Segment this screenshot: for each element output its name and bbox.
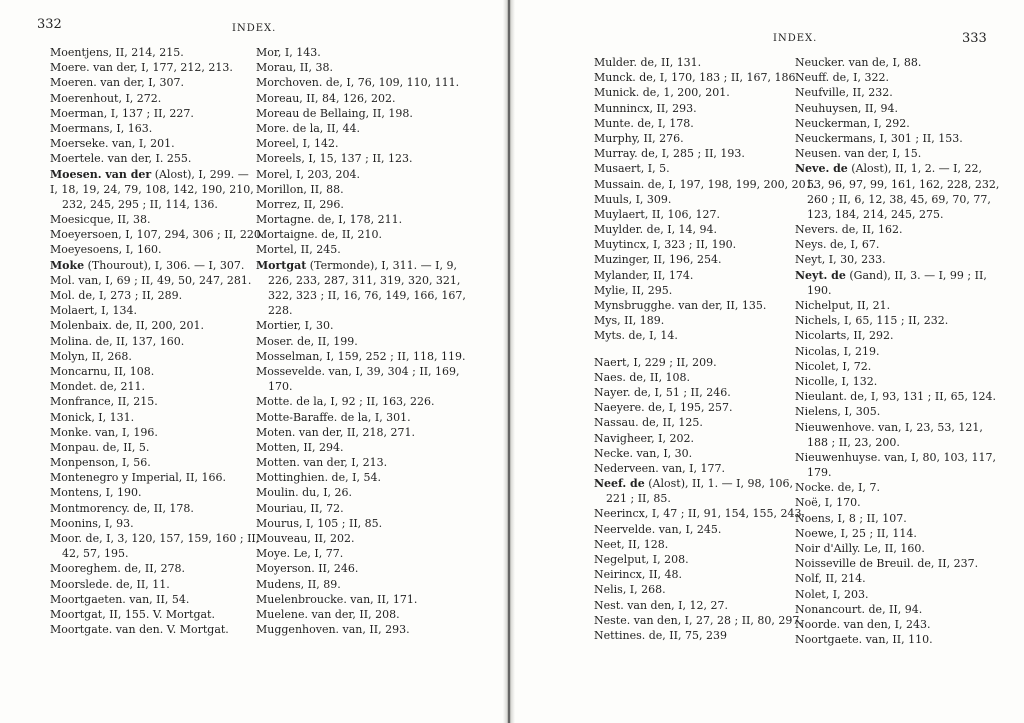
index-entry: Morau, II, 38. — [256, 61, 333, 75]
left-page — [0, 0, 505, 723]
index-entry: Nederveen. van, I, 177. — [594, 461, 725, 475]
index-entry: Monick, I, 131. — [50, 410, 135, 424]
index-entry: Muylaert, II, 106, 127. — [594, 207, 720, 221]
index-entry: Nolet, I, 203. — [795, 587, 869, 601]
index-entry: 226, 233, 287, 311, 319, 320, 321, — [268, 273, 461, 287]
index-entry: Muelene. van der, II, 208. — [256, 607, 400, 621]
index-entry: Moeyesoens, I, 160. — [50, 243, 162, 257]
index-entry: Molina. de, II, 137, 160. — [50, 334, 185, 348]
index-entry: Nicolarts, II, 292. — [795, 329, 894, 343]
index-entry: Nicolle, I, 132. — [795, 374, 878, 388]
index-entry: Mortier, I, 30. — [256, 319, 334, 333]
index-entry: Murray. de, I, 285 ; II, 193. — [594, 147, 745, 161]
index-entry: Neuckerman, I, 292. — [795, 116, 910, 130]
index-entry: 170. — [268, 380, 293, 394]
index-entry: Noisseville de Breuil. de, II, 237. — [795, 557, 979, 571]
index-entry: Mondet. de, 211. — [50, 380, 145, 394]
index-entry: Mol. de, I, 273 ; II, 289. — [50, 289, 183, 302]
index-entry: Musaert, I, 5. — [594, 162, 670, 176]
index-entry: More. de la, II, 44. — [256, 121, 360, 135]
index-entry: Neyt. de (Gand), II, 3. — I, 99 ; II, — [795, 268, 987, 282]
index-entry: Mol. van, I, 69 ; II, 49, 50, 247, 281. — [50, 273, 252, 287]
index-entry: Morchoven. de, I, 76, 109, 110, 111. — [256, 76, 460, 90]
index-entry: Mortgat (Termonde), I, 311. — I, 9, — [256, 258, 457, 272]
section-gap — [594, 344, 816, 355]
right-page — [512, 0, 1024, 723]
index-entry: Mortaigne. de, II, 210. — [256, 228, 382, 242]
index-entry: Moye. Le, I, 77. — [256, 547, 344, 561]
index-entry: Nonancourt. de, II, 94. — [795, 602, 923, 616]
index-entry: Moten. van der, II, 218, 271. — [256, 425, 416, 439]
index-entry: Moyerson. II, 246. — [256, 562, 359, 576]
index-entry: Neuckermans, I, 301 ; II, 153. — [795, 131, 963, 145]
index-entry: 190. — [807, 283, 832, 297]
index-entry: Mys, II, 189. — [594, 314, 665, 328]
index-entry: Moser. de, II, 199. — [256, 334, 358, 348]
index-entry: Myts. de, I, 14. — [594, 329, 678, 343]
index-entry: Mourus, I, 105 ; II, 85. — [256, 516, 383, 530]
index-entry: Moeren. van der, I, 307. — [50, 76, 185, 90]
index-entry: Nevers. de, II, 162. — [795, 223, 903, 237]
index-entry: Neirincx, II, 48. — [594, 568, 683, 582]
index-entry: Neufville, II, 232. — [795, 86, 893, 100]
page-number: 333 — [962, 31, 987, 46]
index-entry: Motten, II, 294. — [256, 440, 344, 454]
index-entry: Morillon, II, 88. — [256, 182, 344, 196]
index-entry: Moorslede. de, II, 11. — [50, 577, 170, 591]
index-entry: Mussain. de, I, 197, 198, 199, 200, 201. — [594, 177, 817, 191]
index-entry: Munnincx, II, 293. — [594, 101, 697, 115]
index-entry: Munick. de, 1, 200, 201. — [594, 86, 730, 100]
index-entry: Moerman, I, 137 ; II, 227. — [50, 106, 194, 120]
index-entry: Naes. de, II, 108. — [594, 370, 691, 384]
index-entry: Neusen. van der, I, 15. — [795, 147, 922, 161]
index-entry: Mooreghem. de, II, 278. — [50, 562, 186, 576]
index-entry: Noewe, I, 25 ; II, 114. — [795, 526, 917, 540]
index-entry: Nichelput, II, 21. — [795, 299, 891, 312]
index-entry: I, 18, 19, 24, 79, 108, 142, 190, 210, — [50, 182, 254, 196]
index-entry: Mortel, II, 245. — [256, 243, 341, 257]
index-entry: 42, 57, 195. — [62, 547, 129, 561]
index-entry: Mylander, II, 174. — [594, 268, 694, 282]
index-entry: Moortgat, II, 155. V. Mortgat. — [50, 607, 215, 621]
index-entry: Montenegro y Imperial, II, 166. — [50, 471, 226, 485]
index-column-1 — [594, 55, 816, 643]
index-entry: Nayer. de, I, 51 ; II, 246. — [594, 385, 731, 399]
index-entry: Moor. de, I, 3, 120, 157, 159, 160 ; II, — [50, 532, 260, 545]
index-entry: Moeyersoen, I, 107, 294, 306 ; II, 220. — [50, 228, 265, 242]
index-entry: Munck. de, I, 170, 183 ; II, 167, 186. — [594, 71, 799, 85]
index-entry: Nettines. de, II, 75, 239 — [594, 628, 727, 642]
index-entry: Nieuwenhuyse. van, I, 80, 103, 117, — [795, 450, 996, 464]
index-entry: Motte. de la, I, 92 ; II, 163, 226. — [256, 395, 435, 409]
index-entry: Moertele. van der, I. 255. — [50, 152, 192, 166]
running-head: INDEX. — [773, 33, 818, 44]
index-entry: Moreels, I, 15, 137 ; II, 123. — [256, 152, 413, 166]
index-column-1 — [50, 45, 264, 637]
index-entry: Montens, I, 190. — [50, 486, 142, 500]
index-entry: Neuhuysen, II, 94. — [795, 101, 899, 115]
index-entry: Mosselman, I, 159, 252 ; II, 118, 119. — [256, 349, 466, 363]
index-entry: Moerenhout, I, 272. — [50, 91, 162, 105]
index-entry: Nolf, II, 214. — [795, 572, 866, 586]
index-entry: Moermans, I, 163. — [50, 121, 153, 135]
index-entry: Moesicque, II, 38. — [50, 213, 151, 227]
index-entry: Mudens, II, 89. — [256, 577, 341, 591]
index-entry: Montmorency. de, II, 178. — [50, 501, 194, 515]
index-entry: Monpau. de, II, 5. — [50, 440, 150, 454]
index-entry: Noë, I, 170. — [795, 496, 861, 510]
index-entry: Moentjens, II, 214, 215. — [50, 46, 184, 59]
index-entry: Morel, I, 203, 204. — [256, 167, 360, 181]
index-entry: Nocke. de, I, 7. — [795, 481, 880, 495]
index-entry: Motten. van der, I, 213. — [256, 456, 388, 470]
index-entry: Neervelde. van, I, 245. — [594, 522, 722, 536]
index-entry: Moonins, I, 93. — [50, 516, 134, 530]
index-entry: Moreau, II, 84, 126, 202. — [256, 91, 396, 105]
page-number: 332 — [37, 17, 62, 32]
index-entry: Moortgaeten. van, II, 54. — [50, 592, 190, 606]
index-entry: Molyn, II, 268. — [50, 349, 132, 363]
index-entry: Neef. de (Alost), II, 1. — I, 98, 106, — [594, 477, 793, 491]
index-entry: Nichels, I, 65, 115 ; II, 232. — [795, 314, 949, 328]
index-entry: Mor, I, 143. — [256, 46, 321, 59]
index-entry: 53, 96, 97, 99, 161, 162, 228, 232, — [807, 177, 1000, 191]
index-entry: Moesen. van der (Alost), I, 299. — — [50, 167, 249, 181]
index-entry: Muytincx, I, 323 ; II, 190. — [594, 238, 737, 252]
index-entry: Neuff. de, I, 322. — [795, 71, 890, 85]
index-entry: Murphy, II, 276. — [594, 131, 684, 145]
index-entry: 228. — [268, 304, 293, 318]
index-entry: Moerseke. van, I, 201. — [50, 137, 175, 151]
index-entry: 123, 184, 214, 245, 275. — [807, 207, 944, 221]
index-column-2 — [256, 45, 466, 637]
index-entry: Moortgate. van den. V. Mortgat. — [50, 623, 229, 637]
index-entry: Nelis, I, 268. — [594, 583, 666, 597]
index-entry: Moreau de Bellaing, II, 198. — [256, 106, 413, 120]
index-entry: Navigheer, I, 202. — [594, 431, 694, 445]
index-entry: Neste. van den, I, 27, 28 ; II, 80, 297. — [594, 613, 803, 627]
index-entry: Neerincx, I, 47 ; II, 91, 154, 155, 243. — [594, 507, 806, 521]
index-entry: Mulder. de, II, 131. — [594, 56, 702, 69]
index-entry: 179. — [807, 466, 832, 480]
index-entry: Nieulant. de, I, 93, 131 ; II, 65, 124. — [795, 390, 997, 404]
index-entry: Naeyere. de, I, 195, 257. — [594, 401, 733, 415]
index-entry: Mynsbrugghe. van der, II, 135. — [594, 299, 767, 312]
index-entry: Motte-Baraffe. de la, I, 301. — [256, 410, 411, 424]
index-entry: Moere. van der, I, 177, 212, 213. — [50, 61, 233, 75]
index-entry: Noorde. van den, I, 243. — [795, 617, 931, 631]
index-entry: Moulin. du, I, 26. — [256, 486, 353, 500]
index-entry: Neyt, I, 30, 233. — [795, 253, 886, 267]
index-column-2 — [795, 55, 999, 647]
index-entry: Muylder. de, I, 14, 94. — [594, 223, 718, 237]
index-entry: 188 ; II, 23, 200. — [807, 435, 900, 449]
index-entry: Noortgaete. van, II, 110. — [795, 633, 933, 647]
index-entry: Nielens, I, 305. — [795, 405, 881, 419]
index-entry: Moke (Thourout), I, 306. — I, 307. — [50, 258, 245, 272]
index-entry: Neys. de, I, 67. — [795, 238, 880, 252]
index-entry: 260 ; II, 6, 12, 38, 45, 69, 70, 77, — [807, 192, 991, 206]
index-entry: Morrez, II, 296. — [256, 197, 344, 211]
index-entry: Mottinghien. de, I, 54. — [256, 471, 381, 485]
index-entry: Mossevelde. van, I, 39, 304 ; II, 169, — [256, 364, 460, 378]
index-entry: Nest. van den, I, 12, 27. — [594, 598, 728, 612]
index-entry: 221 ; II, 85. — [606, 492, 671, 506]
index-entry: Nicolet, I, 72. — [795, 359, 872, 373]
index-entry: Monfrance, II, 215. — [50, 395, 158, 409]
index-entry: Muzinger, II, 196, 254. — [594, 253, 722, 267]
index-entry: Naert, I, 229 ; II, 209. — [594, 355, 717, 369]
index-entry: Moreel, I, 142. — [256, 137, 339, 151]
index-entry: 322, 323 ; II, 16, 76, 149, 166, 167, — [268, 289, 466, 302]
index-entry: Munte. de, I, 178. — [594, 116, 694, 130]
index-entry: Negelput, I, 208. — [594, 553, 689, 566]
index-entry: Noens, I, 8 ; II, 107. — [795, 511, 907, 525]
index-entry: Nassau. de, II, 125. — [594, 416, 703, 430]
index-entry: Nieuwenhove. van, I, 23, 53, 121, — [795, 420, 983, 434]
index-entry: Monke. van, I, 196. — [50, 425, 158, 439]
index-entry: Mylie, II, 295. — [594, 283, 673, 297]
index-entry: Mouriau, II, 72. — [256, 501, 344, 515]
index-entry: Neet, II, 128. — [594, 537, 669, 551]
index-entry: Molenbaix. de, II, 200, 201. — [50, 319, 205, 333]
index-entry: Molaert, I, 134. — [50, 304, 137, 318]
index-entry: Muuls, I, 309. — [594, 192, 672, 206]
index-entry: Mortagne. de, I, 178, 211. — [256, 213, 403, 227]
index-entry: Noir d'Ailly. Le, II, 160. — [795, 542, 925, 555]
index-entry: Neucker. van de, I, 88. — [795, 56, 922, 69]
index-entry: Necke. van, I, 30. — [594, 446, 693, 460]
index-entry: Mouveau, II, 202. — [256, 532, 355, 545]
index-entry: Moncarnu, II, 108. — [50, 364, 155, 378]
index-entry: Muggenhoven. van, II, 293. — [256, 623, 410, 637]
index-entry: 232, 245, 295 ; II, 114, 136. — [62, 197, 218, 211]
index-entry: Monpenson, I, 56. — [50, 456, 151, 470]
index-entry: Muelenbroucke. van, II, 171. — [256, 592, 418, 606]
index-entry: Neve. de (Alost), II, 1, 2. — I, 22, — [795, 162, 983, 176]
index-entry: Nicolas, I, 219. — [795, 344, 880, 358]
running-head: INDEX. — [232, 23, 277, 34]
